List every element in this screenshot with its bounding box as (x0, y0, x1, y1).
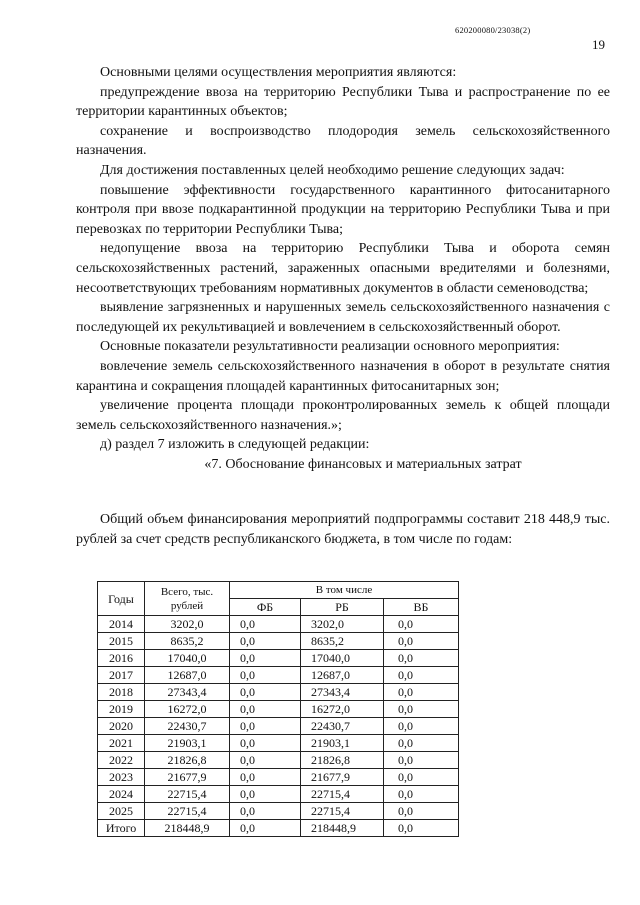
cell-year: 2017 (98, 667, 145, 684)
cell-total: 8635,2 (145, 633, 230, 650)
cell-year: 2022 (98, 752, 145, 769)
table-row (98, 820, 459, 837)
paragraph: д) раздел 7 изложить в следующей редакции: (100, 437, 370, 453)
cell-year: 2020 (98, 718, 145, 735)
cell-total: 21826,8 (145, 752, 230, 769)
cell-total: 22715,4 (145, 786, 230, 803)
cell-fb: 0,0 (230, 769, 301, 786)
cell-fb: 0,0 (230, 752, 301, 769)
paragraph: увеличение процента площади проконтролированных земель к общей площади земель сельскохозяйственного назначения.»; (76, 398, 610, 433)
cell-rb: 17040,0 (301, 650, 384, 667)
paragraph: сохранение и воспроизводство плодородия земель сельскохозяйственного назначения. (76, 123, 610, 159)
cell-total: 21677,9 (145, 769, 230, 786)
cell-year: 2021 (98, 735, 145, 752)
cell-rb: 21826,8 (301, 752, 384, 769)
cell-fb: 0,0 (230, 650, 301, 667)
cell-year: 2023 (98, 769, 145, 786)
financing-table-wrap (97, 581, 459, 837)
table-body (98, 616, 459, 837)
cell-year: 2024 (98, 786, 145, 803)
cell-vb: 0,0 (384, 735, 459, 752)
cell-year: 2019 (98, 701, 145, 718)
cell-fb: 0,0 (230, 820, 301, 837)
table-row (98, 735, 459, 752)
cell-fb: 0,0 (230, 718, 301, 735)
paragraph: Для достижения поставленных целей необходимо решение следующих задач: (100, 162, 565, 178)
cell-vb: 0,0 (384, 616, 459, 633)
cell-total: 12687,0 (145, 667, 230, 684)
cell-vb: 0,0 (384, 684, 459, 701)
cell-fb: 0,0 (230, 616, 301, 633)
cell-rb: 27343,4 (301, 684, 384, 701)
cell-total: 22715,4 (145, 803, 230, 820)
table-row (98, 650, 459, 667)
paragraph: выявление загрязненных и нарушенных земель сельскохозяйственного назначения с последующей их рекультивацией и вовлечением в сельскохозяйственный оборот. (76, 300, 610, 335)
body-text (76, 63, 610, 474)
cell-total: 22430,7 (145, 718, 230, 735)
cell-fb: 0,0 (230, 735, 301, 752)
cell-vb: 0,0 (384, 769, 459, 786)
cell-rb: 22715,4 (301, 803, 384, 820)
table-row (98, 718, 459, 735)
cell-fb: 0,0 (230, 701, 301, 718)
page-number: 19 (592, 37, 605, 52)
cell-rb: 21677,9 (301, 769, 384, 786)
cell-vb: 0,0 (384, 650, 459, 667)
header-rb: РБ (301, 599, 384, 616)
table-row (98, 769, 459, 786)
header-year: Годы (98, 582, 145, 616)
table-row (98, 684, 459, 701)
cell-year: Итого (98, 820, 145, 837)
cell-total: 21903,1 (145, 735, 230, 752)
table-row (98, 667, 459, 684)
header-fb: ФБ (230, 599, 301, 616)
cell-vb: 0,0 (384, 786, 459, 803)
cell-rb: 8635,2 (301, 633, 384, 650)
financing-table (97, 581, 459, 837)
paragraph: Основные показатели результативности реализации основного мероприятия: (100, 339, 560, 355)
table-row (98, 701, 459, 718)
table-row (98, 786, 459, 803)
cell-total: 27343,4 (145, 684, 230, 701)
paragraph: Основными целями осуществления мероприятия являются: (100, 65, 457, 80)
table-row (98, 616, 459, 633)
cell-vb: 0,0 (384, 803, 459, 820)
cell-rb: 12687,0 (301, 667, 384, 684)
header-vb: ВБ (384, 599, 459, 616)
cell-year: 2016 (98, 650, 145, 667)
cell-fb: 0,0 (230, 684, 301, 701)
document-code: 620200080/23038(2) (455, 25, 531, 35)
cell-year: 2018 (98, 684, 145, 701)
summary-text: Общий объем финансирования мероприятий подпрограммы составит 218 448,9 тыс. рублей за счет средств республиканского бюджета, в том числе по годам: (76, 512, 610, 547)
cell-vb: 0,0 (384, 752, 459, 769)
cell-rb: 21903,1 (301, 735, 384, 752)
cell-total: 17040,0 (145, 650, 230, 667)
cell-fb: 0,0 (230, 786, 301, 803)
paragraph: предупреждение ввоза на территорию Республики Тыва и распространение по ее территории карантинных объектов; (76, 84, 610, 120)
header-total: Всего, тыс. рублей (145, 582, 230, 616)
cell-fb: 0,0 (230, 667, 301, 684)
cell-total: 3202,0 (145, 616, 230, 633)
paragraph: недопущение ввоза на территорию Республики Тыва и оборота семян сельскохозяйственных растений, зараженных опасными вредителями и болезнями, несоответствующих требованиям нормативных документов в области семеноводства; (76, 241, 610, 296)
cell-vb: 0,0 (384, 820, 459, 837)
table-row (98, 633, 459, 650)
cell-vb: 0,0 (384, 667, 459, 684)
cell-rb: 218448,9 (301, 820, 384, 837)
cell-year: 2025 (98, 803, 145, 820)
cell-vb: 0,0 (384, 718, 459, 735)
cell-rb: 3202,0 (301, 616, 384, 633)
paragraph: повышение эффективности государственного карантинного фитосанитарного контроля при ввозе подкарантинной продукции на территорию Республики Тыва и при перевозках по территории Республики Тыва; (76, 182, 610, 237)
cell-total: 16272,0 (145, 701, 230, 718)
cell-rb: 22430,7 (301, 718, 384, 735)
cell-vb: 0,0 (384, 701, 459, 718)
table-row (98, 803, 459, 820)
header-group: В том числе (230, 582, 459, 599)
cell-year: 2014 (98, 616, 145, 633)
cell-rb: 22715,4 (301, 786, 384, 803)
cell-fb: 0,0 (230, 633, 301, 650)
cell-year: 2015 (98, 633, 145, 650)
paragraph: вовлечение земель сельскохозяйственного назначения в оборот в результате снятия карантина и сокращения площадей карантинных фитосанитарных зон; (76, 358, 610, 394)
cell-rb: 16272,0 (301, 701, 384, 718)
financing-summary (76, 510, 610, 549)
section-title: «7. Обоснование финансовых и материальных затрат (204, 456, 522, 472)
cell-vb: 0,0 (384, 633, 459, 650)
cell-fb: 0,0 (230, 803, 301, 820)
cell-total: 218448,9 (145, 820, 230, 837)
table-row (98, 752, 459, 769)
